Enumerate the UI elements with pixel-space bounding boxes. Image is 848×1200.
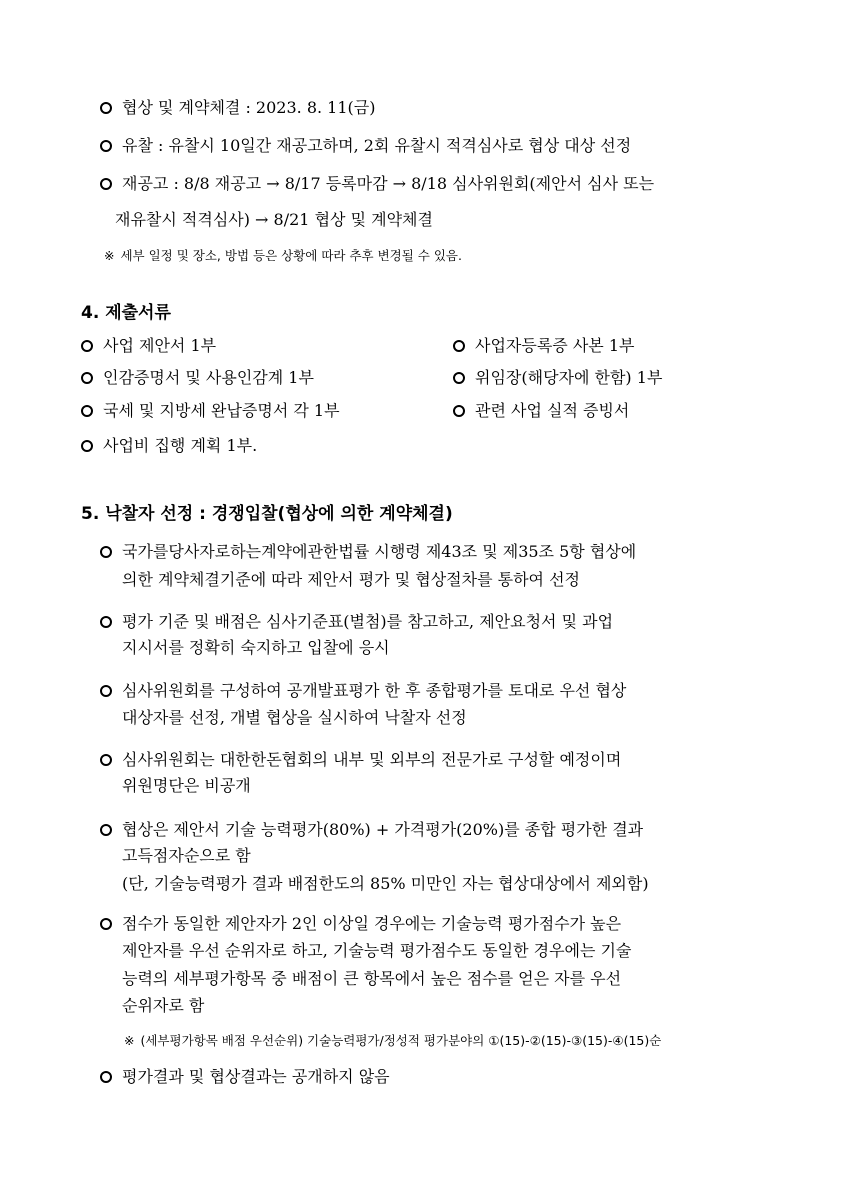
document-item xyxy=(81,401,340,421)
paragraph-line: 평가 기준 및 배점은 심사기준표(별첨)를 참고하고, 제안요청서 및 과업 xyxy=(122,612,614,631)
circle-bullet-icon xyxy=(81,405,93,417)
document-label: 사업자등록증 사본 1부 xyxy=(475,336,635,355)
circle-bullet-icon xyxy=(100,824,112,836)
selection-paragraph xyxy=(100,820,643,840)
paragraph-line: 순위자로 함 xyxy=(122,996,205,1015)
circle-bullet-icon xyxy=(100,140,112,152)
paragraph-line: 대상자를 선정, 개별 협상을 실시하여 낙찰자 선정 xyxy=(122,708,467,727)
schedule-rebid-line1: 재공고 : 8/8 재공고 → 8/17 등록마감 → 8/18 심사위원회(제안서 심사 또는 xyxy=(122,174,655,193)
schedule-item xyxy=(100,98,375,118)
schedule-note-text: 세부 일정 및 장소, 방법 등은 상황에 따라 추후 변경될 수 있음. xyxy=(120,248,462,263)
selection-paragraph xyxy=(100,612,613,632)
selection-paragraph xyxy=(100,914,621,934)
paragraph-line: 평가결과 및 협상결과는 공개하지 않음 xyxy=(122,1067,390,1086)
section5-title: 5. 낙찰자 선정 : 경쟁입찰(협상에 의한 계약체결) xyxy=(81,504,453,524)
circle-bullet-icon xyxy=(453,372,465,384)
paragraph-line: 국가를당사자로하는계약에관한법률 시행령 제43조 및 제35조 5항 협상에 xyxy=(122,542,637,561)
paragraph-line: (단, 기술능력평가 결과 배점한도의 85% 미만인 자는 협상대상에서 제외함) xyxy=(122,874,649,893)
paragraph-line: 협상은 제안서 기술 능력평가(80%) + 가격평가(20%)를 종합 평가한 결과 xyxy=(122,820,644,839)
paragraph-line: 심사위원회는 대한한돈협회의 내부 및 외부의 전문가로 구성할 예정이며 xyxy=(122,750,622,769)
circle-bullet-icon xyxy=(453,340,465,352)
selection-paragraph xyxy=(100,542,636,562)
circle-bullet-icon xyxy=(81,440,93,452)
document-item xyxy=(81,336,216,356)
section4-title: 4. 제출서류 xyxy=(81,303,171,323)
circle-bullet-icon xyxy=(100,616,112,628)
document-label: 인감증명서 및 사용인감계 1부 xyxy=(103,368,314,387)
schedule-failed-bid-text: 유찰 : 유찰시 10일간 재공고하며, 2회 유찰시 적격심사로 협상 대상 선정 xyxy=(122,136,632,155)
document-item xyxy=(81,368,314,388)
document-item xyxy=(81,436,257,456)
circle-bullet-icon xyxy=(453,405,465,417)
document-label: 사업 제안서 1부 xyxy=(103,336,217,355)
circle-bullet-icon xyxy=(100,1071,112,1083)
document-item xyxy=(453,336,634,356)
paragraph-line: 위원명단은 비공개 xyxy=(122,776,251,795)
selection-paragraph xyxy=(100,750,621,770)
schedule-note xyxy=(104,246,462,266)
document-label: 위임장(해당자에 한함) 1부 xyxy=(475,368,663,387)
document-label: 사업비 집행 계획 1부. xyxy=(103,436,258,455)
selection-paragraph xyxy=(100,681,626,701)
paragraph-line: 고득점자순으로 함 xyxy=(122,846,251,865)
circle-bullet-icon xyxy=(100,178,112,190)
schedule-rebid-line2: 재유찰시 적격심사) → 8/21 협상 및 계약체결 xyxy=(115,210,433,229)
paragraph-line: 지시서를 정확히 숙지하고 입찰에 응시 xyxy=(122,638,390,657)
priority-note xyxy=(124,1031,661,1051)
paragraph-line: 제안자를 우선 순위자로 하고, 기술능력 평가점수도 동일한 경우에는 기술 xyxy=(122,941,632,960)
paragraph-line: 심사위원회를 구성하여 공개발표평가 한 후 종합평가를 토대로 우선 협상 xyxy=(122,681,627,700)
circle-bullet-icon xyxy=(81,372,93,384)
priority-note-text: (세부평가항목 배점 우선순위) 기술능력평가/정성적 평가분야의 ①(15)-②(15)-③(15)-④(15)순 xyxy=(140,1033,662,1048)
circle-bullet-icon xyxy=(100,685,112,697)
schedule-item xyxy=(100,174,654,194)
document-item xyxy=(453,368,662,388)
document-item xyxy=(453,401,629,421)
circle-bullet-icon xyxy=(100,102,112,114)
note-mark: ※ xyxy=(104,248,115,263)
paragraph-line: 점수가 동일한 제안자가 2인 이상일 경우에는 기술능력 평가점수가 높은 xyxy=(122,914,622,933)
circle-bullet-icon xyxy=(100,754,112,766)
document-label: 국세 및 지방세 완납증명서 각 1부 xyxy=(103,401,340,420)
schedule-item xyxy=(100,136,631,156)
paragraph-line: 능력의 세부평가항목 중 배점이 큰 항목에서 높은 점수를 얻은 자를 우선 xyxy=(122,969,622,988)
schedule-contract-text: 협상 및 계약체결 : 2023. 8. 11(금) xyxy=(122,98,376,117)
selection-paragraph xyxy=(100,1067,390,1087)
paragraph-line: 의한 계약체결기준에 따라 제안서 평가 및 협상절차를 통하여 선정 xyxy=(122,570,581,589)
note-mark: ※ xyxy=(124,1033,135,1048)
circle-bullet-icon xyxy=(81,340,93,352)
circle-bullet-icon xyxy=(100,546,112,558)
document-label: 관련 사업 실적 증빙서 xyxy=(475,401,630,420)
circle-bullet-icon xyxy=(100,918,112,930)
